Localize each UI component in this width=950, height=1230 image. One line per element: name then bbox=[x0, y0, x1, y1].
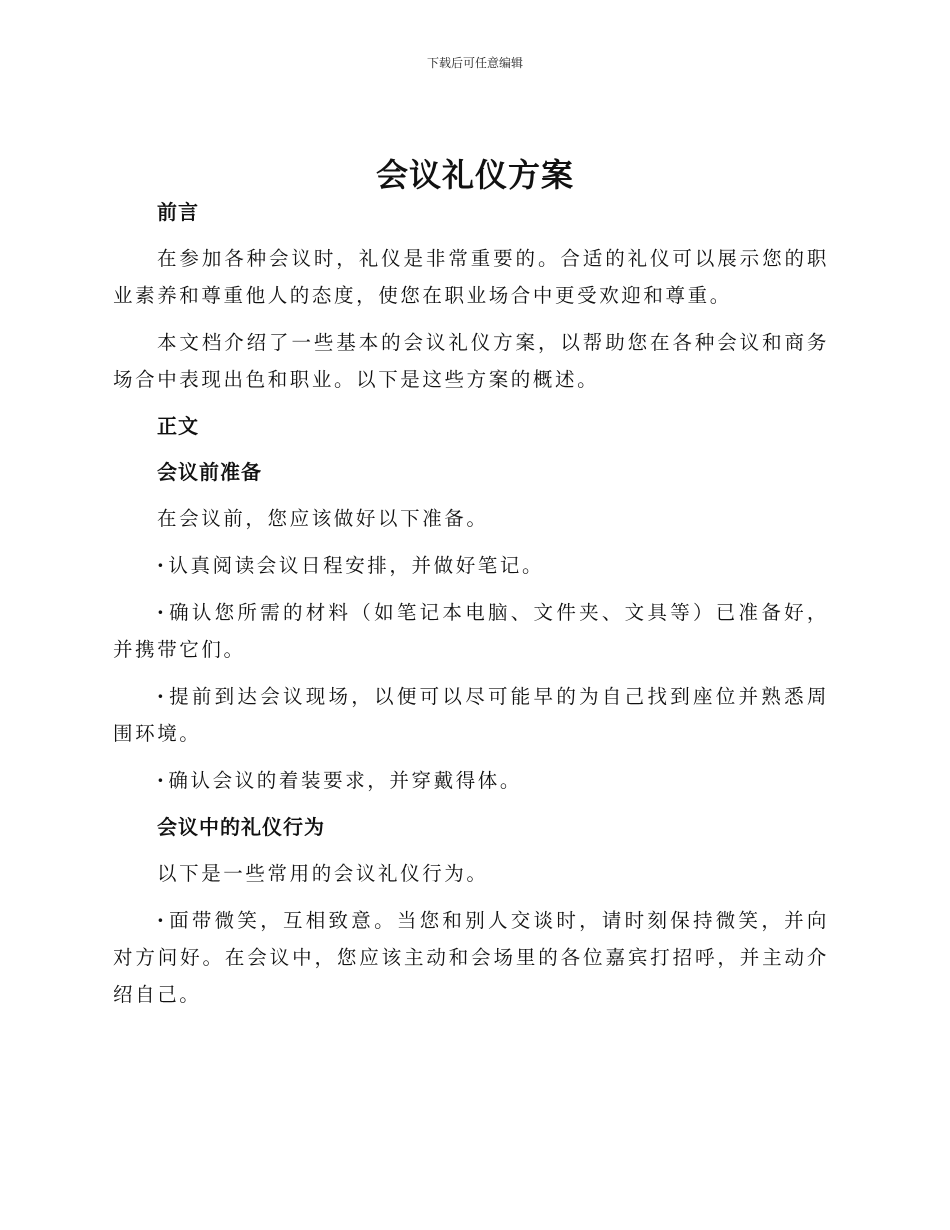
bullet-icon: · bbox=[157, 601, 167, 624]
list-item bbox=[113, 678, 829, 752]
bullet-icon: · bbox=[157, 554, 167, 577]
header-note: 下载后可任意编辑 bbox=[426, 56, 523, 70]
list-item bbox=[113, 902, 829, 1013]
list-item-text: 面带微笑，互相致意。当您和别人交谈时，请时刻保持微笑，并向对方问好。在会议中，您应该主动和会场里的各位嘉宾打招呼，并主动介绍自己。 bbox=[113, 909, 829, 1006]
list-item-text: 认真阅读会议日程安排，并做好笔记。 bbox=[168, 554, 545, 577]
document-title: 会议礼仪方案 bbox=[375, 156, 574, 194]
list-item-text: 确认您所需的材料（如笔记本电脑、文件夹、文具等）已准备好，并携带它们。 bbox=[113, 601, 829, 661]
preface-paragraph-2: 本文档介绍了一些基本的会议礼仪方案，以帮助您在各种会议和商务场合中表现出色和职业。以下是这些方案的概述。 bbox=[113, 331, 829, 391]
before-meeting-intro: 在会议前，您应该做好以下准备。 bbox=[157, 507, 489, 530]
list-item bbox=[113, 762, 829, 799]
bullet-icon: · bbox=[157, 909, 167, 932]
before-meeting-heading: 会议前准备 bbox=[157, 460, 262, 484]
list-item-text: 确认会议的着装要求，并穿戴得体。 bbox=[168, 769, 522, 792]
preface-paragraph-1: 在参加各种会议时，礼仪是非常重要的。合适的礼仪可以展示您的职业素养和尊重他人的态度，使您在职业场合中更受欢迎和尊重。 bbox=[113, 247, 829, 307]
bullet-icon: · bbox=[157, 769, 167, 792]
document-body bbox=[113, 194, 829, 1023]
main-heading: 正文 bbox=[157, 414, 199, 438]
list-item bbox=[113, 594, 829, 668]
during-meeting-intro: 以下是一些常用的会议礼仪行为。 bbox=[157, 862, 489, 885]
list-item-text: 提前到达会议现场，以便可以尽可能早的为自己找到座位并熟悉周围环境。 bbox=[113, 685, 829, 745]
bullet-icon: · bbox=[157, 685, 167, 708]
preface-heading: 前言 bbox=[157, 200, 199, 224]
during-meeting-heading: 会议中的礼仪行为 bbox=[157, 815, 325, 839]
list-item bbox=[113, 547, 829, 584]
